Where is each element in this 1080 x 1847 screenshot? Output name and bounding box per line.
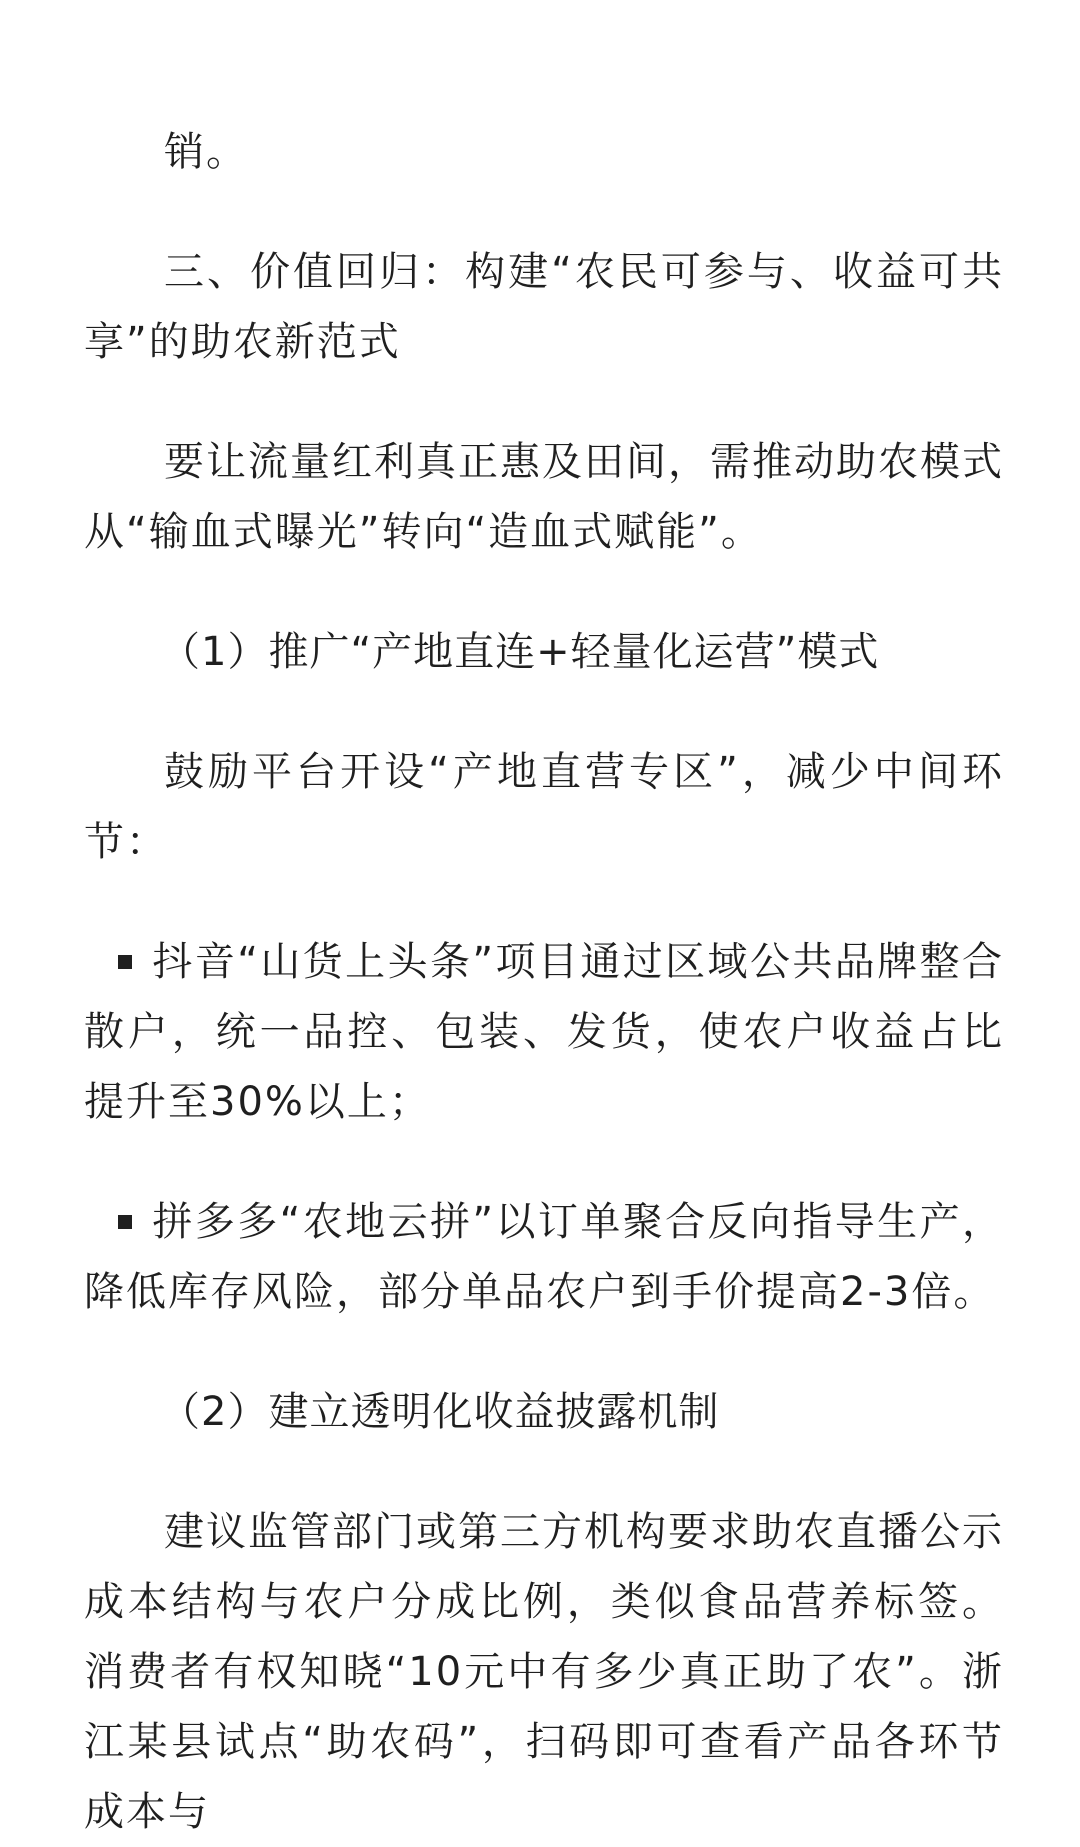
article-body [84,0,1004,1847]
subheading-2: （2）建立透明化收益披露机制 [160,1389,720,1435]
paragraph-intro: 要让流量红利真正惠及田间，需推动助农模式从“输血式曝光”转向“造血式赋能”。 [84,439,1004,555]
square-bullet-icon [118,955,132,969]
bullet-text: 拼多多“农地云拼”以订单聚合反向指导生产，降低库存风险，部分单品农户到手价提高2-3倍。 [84,1199,1004,1315]
bullet-item-douyin [84,927,1004,1137]
bullet-item-pinduoduo [84,1187,1004,1327]
paragraph-disclosure: 建议监管部门或第三方机构要求助农直播公示成本结构与农户分成比例，类似食品营养标签。消费者有权知晓“10元中有多少真正助了农”。浙江某县试点“助农码”，扫码即可查看产品各环节成本与 [84,1509,1004,1835]
paragraph-continuation: 销。 [164,129,248,175]
section-title-value-return: 三、价值回归：构建“农民可参与、收益可共享”的助农新范式 [84,249,1004,365]
bullet-text: 抖音“山货上头条”项目通过区域公共品牌整合散户，统一品控、包装、发货，使农户收益占比提升至30%以上； [84,939,1004,1125]
subheading-1: （1）推广“产地直连+轻量化运营”模式 [160,629,880,675]
paragraph-origin-zone: 鼓励平台开设“产地直营专区”，减少中间环节： [84,749,1004,865]
square-bullet-icon [118,1215,132,1229]
